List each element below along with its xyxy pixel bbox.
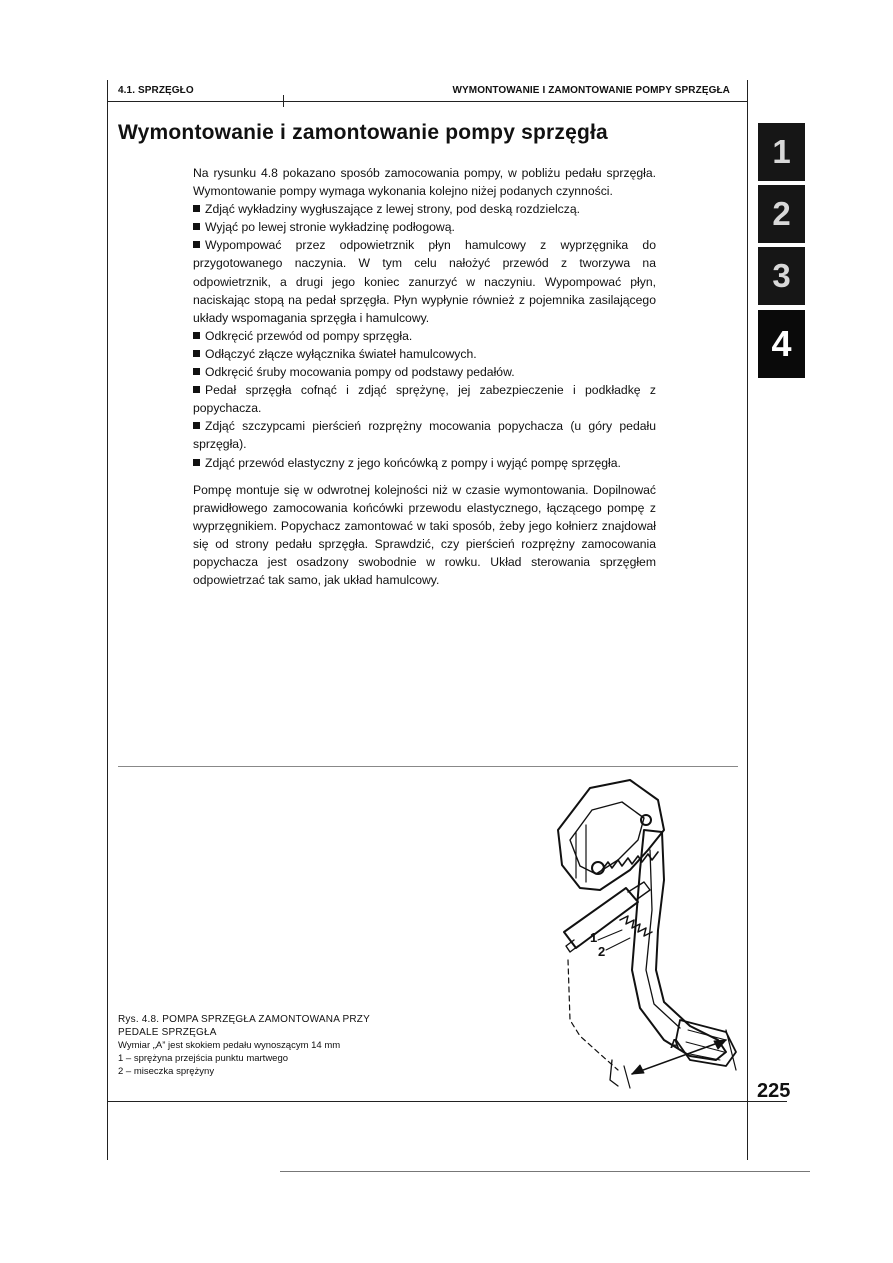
left-margin-rule <box>107 80 108 1160</box>
bullet-icon <box>193 386 200 393</box>
header-rule <box>107 101 747 102</box>
caption-title: Rys. 4.8. POMPA SPRZĘGŁA ZAMONTOWANA PRZY PEDALE SPRZĘGŁA <box>118 1014 370 1038</box>
figure-label-a: A <box>670 1036 680 1051</box>
step-item: Zdjąć przewód elastyczny z jego końcówką z pompy i wyjąć pompę sprzęgła. <box>193 454 656 472</box>
page-number: 225 <box>757 1080 791 1102</box>
page-title: Wymontowanie i zamontowanie pompy sprzęgła <box>118 121 608 144</box>
closing-paragraph: Pompę montuje się w odwrotnej kolejności niż w czasie wymontowania. Dopilnować prawidłowego zamocowania końcówki przewodu elastycznego, łączącego pompę z wyprzęgnikiem. Popychacz zamontować w taki sposób, żeby jego kołnierz znajdował się od strony pedału sprzęgła. Sprawdzić, czy pierścień rozprężny zamocowania popychacza jest osadzony swobodnie w rowku. Układ sterowania sprzęgłem odpowietrzać tak samo, jak układ hamulcowy. <box>193 482 656 588</box>
caption-line: 1 – sprężyna przejścia punktu martwego <box>118 1053 289 1064</box>
intro-paragraph: Na rysunku 4.8 pokazano sposób zamocowania pompy, w pobliżu pedału sprzęgła. Wymontowanie pompy wymaga wykonania kolejno niżej podanych czynności. <box>193 166 656 199</box>
step-item: Odkręcić przewód od pompy sprzęgła. <box>193 327 656 345</box>
figure-label-1: 1 <box>590 930 598 945</box>
figure-caption <box>118 1013 408 1078</box>
step-item: Zdjąć szczypcami pierścień rozprężny mocowania popychacza (u góry pedału sprzęgła). <box>193 419 656 452</box>
header-topic: WYMONTOWANIE I ZAMONTOWANIE POMPY SPRZĘGŁA <box>452 85 730 96</box>
figure-top-rule <box>118 766 738 767</box>
step-item: Zdjąć wykładziny wygłuszające z lewej strony, pod deską rozdzielczą. <box>193 200 656 218</box>
step-item: Wypompować przez odpowietrznik płyn hamulcowy z wyprzęgnika do przygotowanego naczynia. W tym celu nałożyć przewód z tworzywa na odpowietrznik, a drugi jego koniec zanurzyć w naczyniu. Wypompować płyn, naciskając stopą na pedał sprzęgła. Płyn wypłynie również z pojemnika zasilającego układy wspomagania sprzęgła i hamulcowy. <box>193 238 656 325</box>
bullet-icon <box>193 223 200 230</box>
caption-line: Wymiar „A” jest skokiem pedału wynoszącym 14 mm <box>118 1040 341 1051</box>
bullet-icon <box>193 332 200 339</box>
chapter-tab-3: 3 <box>758 247 805 305</box>
bullet-icon <box>193 422 200 429</box>
bullet-icon <box>193 368 200 375</box>
chapter-tab-1: 1 <box>758 123 805 181</box>
caption-line: 2 – miseczka sprężyny <box>118 1066 215 1077</box>
bullet-icon <box>193 350 200 357</box>
bullet-icon <box>193 459 200 466</box>
step-item: Wyjąć po lewej stronie wykładzinę podłogową. <box>193 218 656 236</box>
clutch-pedal-illustration <box>540 770 750 1100</box>
step-item: Odkręcić śruby mocowania pompy od podstawy pedałów. <box>193 363 656 381</box>
figure-label-2: 2 <box>598 944 606 959</box>
chapter-tab-4: 4 <box>758 310 805 378</box>
bullet-icon <box>193 241 200 248</box>
chapter-tab-2: 2 <box>758 185 805 243</box>
header-section: 4.1. SPRZĘGŁO <box>118 85 194 96</box>
step-item: Odłączyć złącze wyłącznika świateł hamulcowych. <box>193 345 656 363</box>
bottom-rule <box>280 1171 810 1172</box>
step-item: Pedał sprzęgła cofnąć i zdjąć sprężynę, jej zabezpieczenie i podkładkę z popychacza. <box>193 383 656 416</box>
body-text <box>193 164 656 589</box>
bullet-icon <box>193 205 200 212</box>
footer-rule <box>107 1101 787 1102</box>
header-tick <box>283 95 284 107</box>
